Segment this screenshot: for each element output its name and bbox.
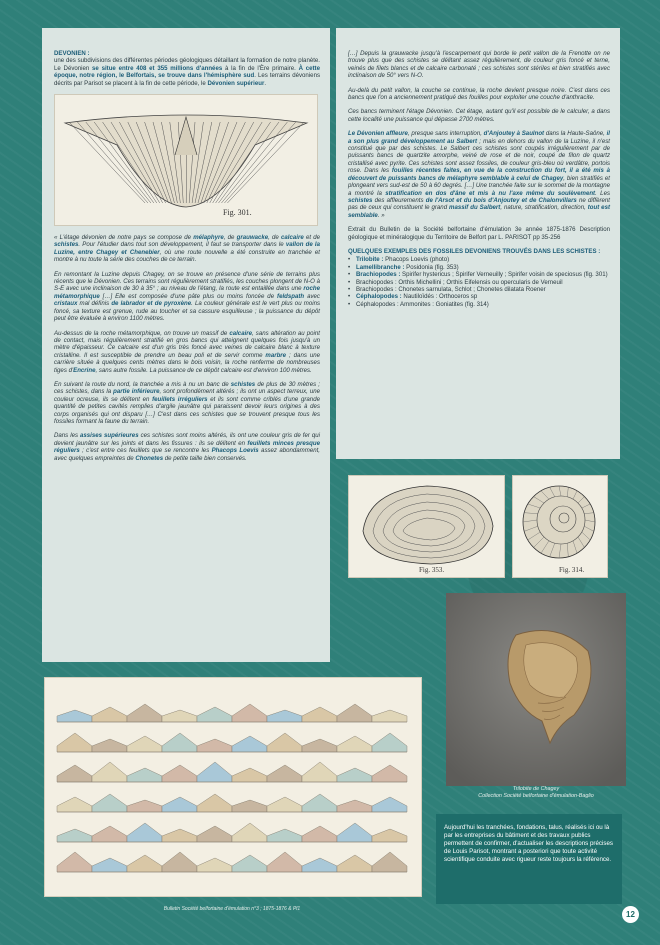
text-run: feuillets irréguliers bbox=[152, 395, 208, 403]
fossil-species: Posidonia (fig. 353) bbox=[404, 263, 459, 271]
body-paragraph bbox=[348, 130, 610, 219]
section-heading: DEVONIEN : bbox=[54, 50, 90, 57]
spirifer-illustration bbox=[55, 95, 317, 225]
figure-label: Fig. 314. bbox=[559, 566, 585, 574]
text-run: mélaphyre bbox=[193, 234, 224, 242]
text-run: assez abondamment, avec quelques empreintes de bbox=[54, 447, 320, 462]
fossil-item bbox=[348, 264, 610, 271]
text-run: , de bbox=[223, 234, 237, 242]
fossil-species: : Chonetes sarnulata, Schlot ; Chonetes dilatata Roener bbox=[393, 285, 546, 293]
body-paragraph bbox=[54, 234, 320, 264]
text-run: . La couleur générale est le vert plus ou moins foncé, sa texture est grenue, rude au toucher et sa cassure esquilleuse ; la puissance du dépôt peut être évaluée à environ 1100 mètres. bbox=[54, 300, 321, 323]
fossil-item bbox=[348, 301, 610, 308]
text-run: avec bbox=[304, 292, 320, 300]
goniatite-illustration bbox=[513, 476, 607, 577]
cross-sections-illustration bbox=[45, 678, 421, 896]
fossil-item bbox=[348, 293, 610, 300]
text-run: de petite taille bien conservés. bbox=[163, 454, 247, 462]
text-run: stratification en dos d'âne et mis à nu l'axe même du soulèvement bbox=[385, 189, 596, 197]
text-run: […] Elle est composée d'une pâte plus ou moins foncée de bbox=[99, 292, 278, 300]
text-run: schistes bbox=[230, 380, 256, 388]
text-run: schistes bbox=[54, 241, 79, 249]
text-run: partie inférieure bbox=[113, 388, 160, 396]
text-run: ne diffèrent pas de ceux qui constituent le grand bbox=[348, 196, 611, 212]
intro-paragraph bbox=[54, 50, 320, 87]
figure-314 bbox=[512, 475, 608, 578]
text-run: de plus de 30 mètres ; ces schistes, dans la bbox=[54, 380, 321, 396]
text-run: feuillets minces presque réguliers bbox=[54, 439, 320, 455]
text-run: , de bbox=[268, 234, 282, 242]
text-run: une des subdivisions des différentes périodes géologiques détaillant la formation de notre planète. Le Dévonien bbox=[54, 57, 320, 72]
text-run: Au-delà du petit vallon, la couche se continue, la roche devient presque noire. C'est dans ces bancs que l'on a anciennement pratiqué des fouilles pour exploiter une couche d'anthracite. bbox=[348, 86, 610, 102]
text-run: massif du Salbert bbox=[449, 204, 501, 212]
figure-353 bbox=[348, 475, 505, 578]
text-run: et ils sont comme criblés d'une grande quantité de petites cavités remplies d'argile jaunâtre qui paraissent devoir leurs origines à des corps organisés qui ont disparu […] C'est dans ces schistes que se trouvent presque tous les fossiles formant la faune du terrain. bbox=[54, 395, 320, 425]
text-run: […] Depuis la grauwacke jusqu'à l'escarpement qui borde le petit vallon de la Frenotte on ne trouve plus que des schistes se délitant assez régulièrement, de couleur gris foncé et terne, veinés de filets blancs et de calcaire carbonaté ; ces schistes sont stériles et bien stratifiés avec inclinaison de 50° vers N-O. bbox=[348, 50, 610, 80]
fossil-item bbox=[348, 256, 610, 263]
fossil-item bbox=[348, 279, 610, 286]
page-number: 12 bbox=[622, 906, 639, 923]
text-run: roche métamorphique bbox=[54, 285, 320, 300]
body-paragraph bbox=[348, 108, 610, 123]
photo-caption-credit: Collection Société belfortaine d'émulation-Baglio bbox=[478, 792, 594, 799]
trilobite-photo bbox=[446, 593, 626, 786]
text-run: , sans autre fossile. La puissance de ce dépôt calcaire est d'environ 100 mètres. bbox=[95, 366, 312, 374]
text-run: mal définis bbox=[77, 300, 112, 308]
text-run: « L'étage dévonien de notre pays se compose de bbox=[54, 234, 194, 242]
fossil-species: Nautiloïdés : Orthoceros sp bbox=[401, 293, 478, 301]
fossil-group: Céphalopodes : bbox=[356, 293, 402, 301]
fossil-species: Phacops Loevis (photo) bbox=[383, 256, 450, 264]
text-run: À cette époque, notre région, le Belfortais, se trouve dans l'hémisphère sud bbox=[54, 64, 320, 80]
text-run: ; dans une carrière située à quelques cents mètres dans le bois voisin, la roche renferme de nombreuses tiges d' bbox=[54, 351, 320, 374]
text-run: d'Anjoutey à Saulnot bbox=[483, 130, 545, 138]
photo-caption-title: Trilobite de Chagey bbox=[512, 786, 560, 792]
posidonia-illustration bbox=[349, 476, 504, 577]
text-run: . Les terrains dévoniens décrits par Parisot se placent à la fin de cette période, le bbox=[54, 72, 320, 87]
text-run: marbre bbox=[265, 351, 287, 359]
fossil-item bbox=[348, 286, 610, 293]
text-run: il a son plus grand développement au Salbert bbox=[348, 130, 610, 145]
text-run: En suivant la route du nord, la tranchée a mis à nu un banc de bbox=[54, 380, 231, 388]
text-run: et de bbox=[303, 234, 321, 242]
text-run: fouilles récentes faites, en vue de la construction du fort, il a été mis à découvert de puissants bancs de mélaphyre semblable à celui de Chagey bbox=[348, 167, 610, 182]
text-run: . » bbox=[377, 211, 385, 219]
plate-caption: Bulletin Société belfortaine d'émulation n°3 ; 1875-1876 & Pl1 bbox=[163, 906, 301, 912]
fossil-species: : Orthis Michellini ; Orthis Eifelensis ou opercularis de Verneuil bbox=[393, 278, 563, 286]
body-paragraph bbox=[54, 381, 320, 425]
text-run: Encrine bbox=[73, 366, 96, 374]
text-run: tout est semblable bbox=[348, 204, 610, 219]
text-run: Phacops Loevis bbox=[211, 447, 259, 455]
body-paragraph bbox=[348, 87, 610, 102]
text-run: cristaux bbox=[54, 300, 78, 308]
text-run: dans la Haute-Saône, bbox=[544, 130, 607, 138]
fossil-item bbox=[348, 271, 610, 278]
figure-label: Fig. 301. bbox=[223, 208, 252, 218]
text-run: Chonetes bbox=[135, 454, 164, 462]
body-paragraph bbox=[54, 271, 320, 323]
fossil-group: Brachiopodes bbox=[356, 285, 394, 293]
figure-label: Fig. 353. bbox=[419, 566, 445, 574]
text-run: . bbox=[264, 79, 267, 87]
text-run: de l'Arsot et du bois d'Anjoutey et de Chalonvillars bbox=[425, 196, 577, 204]
fossils-heading: QUELQUES EXEMPLES DES FOSSILES DEVONIENS TROUVÉS DANS LES SCHISTES : bbox=[348, 247, 601, 255]
text-run: , presque sans interruption, bbox=[407, 130, 484, 138]
right-paragraphs bbox=[348, 50, 610, 241]
text-run: assises supérieures bbox=[80, 432, 139, 440]
body-paragraph bbox=[348, 50, 610, 80]
text-run: de labrador et de pyroxène bbox=[111, 300, 192, 308]
text-run: grauwacke bbox=[236, 234, 269, 242]
text-run: Au-dessus de la roche métamorphique, on trouve un massif de bbox=[54, 329, 230, 337]
fossil-group: Brachiopodes bbox=[356, 278, 394, 286]
intro-text bbox=[54, 57, 320, 86]
text-run: Dans les bbox=[54, 432, 81, 440]
fossil-species: : Ammonites : Goniatites (fig. 314) bbox=[395, 300, 489, 308]
text-run: des affleurements bbox=[372, 196, 426, 204]
fossil-species: Spirifer hystericus ; Spirifer Verneuilly ; Spirifer voisin de speciosus (fig. 301) bbox=[400, 271, 608, 279]
fossil-group: Brachiopodes : bbox=[356, 271, 401, 279]
text-run: calcaire bbox=[229, 329, 253, 337]
text-run: En remontant la Luzine depuis Chagey, on se trouve en présence d'une série de terrains plus récents que le Dévonien. Ces terrains sont régulièrement stratifiés, les couches plongent de N-O à S-E avec une inclinaison de 30 à 35° ; au niveau de l'étang, la route est entaillée dans une bbox=[54, 270, 320, 293]
text-run: à la fin de l'Ère primaire. bbox=[222, 64, 299, 72]
text-run: se situe entre 408 et 355 millions d'années bbox=[92, 64, 223, 72]
left-paragraphs bbox=[54, 234, 320, 462]
text-run: schistes bbox=[348, 196, 373, 204]
text-run: ; c'est entre ces feuillets que se rencontre les bbox=[79, 447, 212, 455]
right-column bbox=[336, 28, 620, 459]
text-run: , nature, stratification, direction, bbox=[500, 204, 588, 212]
text-run: , sont profondément altérés ; ils ont un aspect terreux, une couleur ocreuse, ils se délitent en bbox=[54, 388, 320, 403]
body-paragraph bbox=[54, 330, 320, 374]
text-run: Le Dévonien affleure bbox=[348, 130, 408, 138]
photo-caption bbox=[446, 786, 626, 799]
geological-cross-sections-plate bbox=[44, 677, 422, 897]
fossil-group: Lamellibranche : bbox=[356, 263, 405, 271]
text-run: , sans altération au point de contact, mais régulièrement stratifié en gros bancs qui atteignent quelques fois jusqu'à un mètre d'épaisseur. Ce calcaire est d'un gris très foncé avec veines de calcaire blanc à texture cristalline. Il est susceptible de prendre un beau poli et de servir comme bbox=[54, 329, 320, 359]
text-run: ; mais en dehors du vallon de la Luzine, il n'est constitué que par des schistes. Le Salbert ces schistes sont coupés irrégulièrement par de puissants bancs de quartzite amorphe, veiné de rose et de noir, coupé de filon de quartz cristallisé avec pyrite. Ces schistes sont assez fossiles, de couleur gris-bleu où verdâtre, portois rose. Dans les bbox=[348, 137, 610, 175]
text-run: , où une route nouvelle a été construite en tranchée et montre à nu toute la série des couches de ce terrain. bbox=[54, 248, 320, 264]
text-run: . Pour l'étudier dans tout son développement, il faut se transporter dans le bbox=[78, 241, 286, 249]
text-run: , bien stratifiés et plongeant vers sud-est de 50 à 60 degrés. […] Une tranchée faite sur le sommet de la montagne a montré la bbox=[348, 174, 610, 197]
text-run: feldspath bbox=[277, 292, 305, 300]
body-paragraph bbox=[348, 226, 610, 241]
text-run: vallon de la Luzine, entre Chagey et Chenebier bbox=[54, 241, 320, 256]
text-run: Extrait du Bulletin de la Société belfortaine d'émulation 3e année 1875-1876 Description géologique et minéralogique du Territoire de Belfort par L. PARISOT pp 35-256 bbox=[348, 226, 610, 241]
fossil-list bbox=[348, 256, 610, 308]
text-run: Ces bancs terminent l'étage Dévonien. Cet étage, autant qu'il est possible de le calculer, a dans cette localité une puissance qui dépasse 2700 mètres. bbox=[348, 108, 610, 123]
left-column bbox=[42, 28, 330, 662]
text-run: . Les bbox=[595, 189, 610, 197]
fossil-group: Trilobite : bbox=[356, 256, 384, 264]
body-paragraph bbox=[54, 432, 320, 462]
text-run: Dévonien supérieur bbox=[207, 79, 265, 87]
fossil-group: Céphalopodes bbox=[356, 300, 396, 308]
text-run: ces schistes sont moins altérés, ils ont une couleur gris de fer qui devient jaunâtre sur les joints et dans les fissures : ils se délitent en bbox=[54, 432, 320, 447]
text-run: calcaire bbox=[281, 234, 304, 242]
figure-301 bbox=[54, 94, 318, 226]
conclusion-box: Aujourd'hui les tranchées, fondations, talus, réalisés ici ou là par les entreprises du bâtiment et des travaux publics permettent de confirmer, d'actualiser les descriptions précises de Louis Parisot, montrant a posteriori que toute activité scientifique conduite avec rigueur reste toujours la référence. bbox=[436, 814, 622, 904]
trilobite-image bbox=[446, 593, 626, 786]
